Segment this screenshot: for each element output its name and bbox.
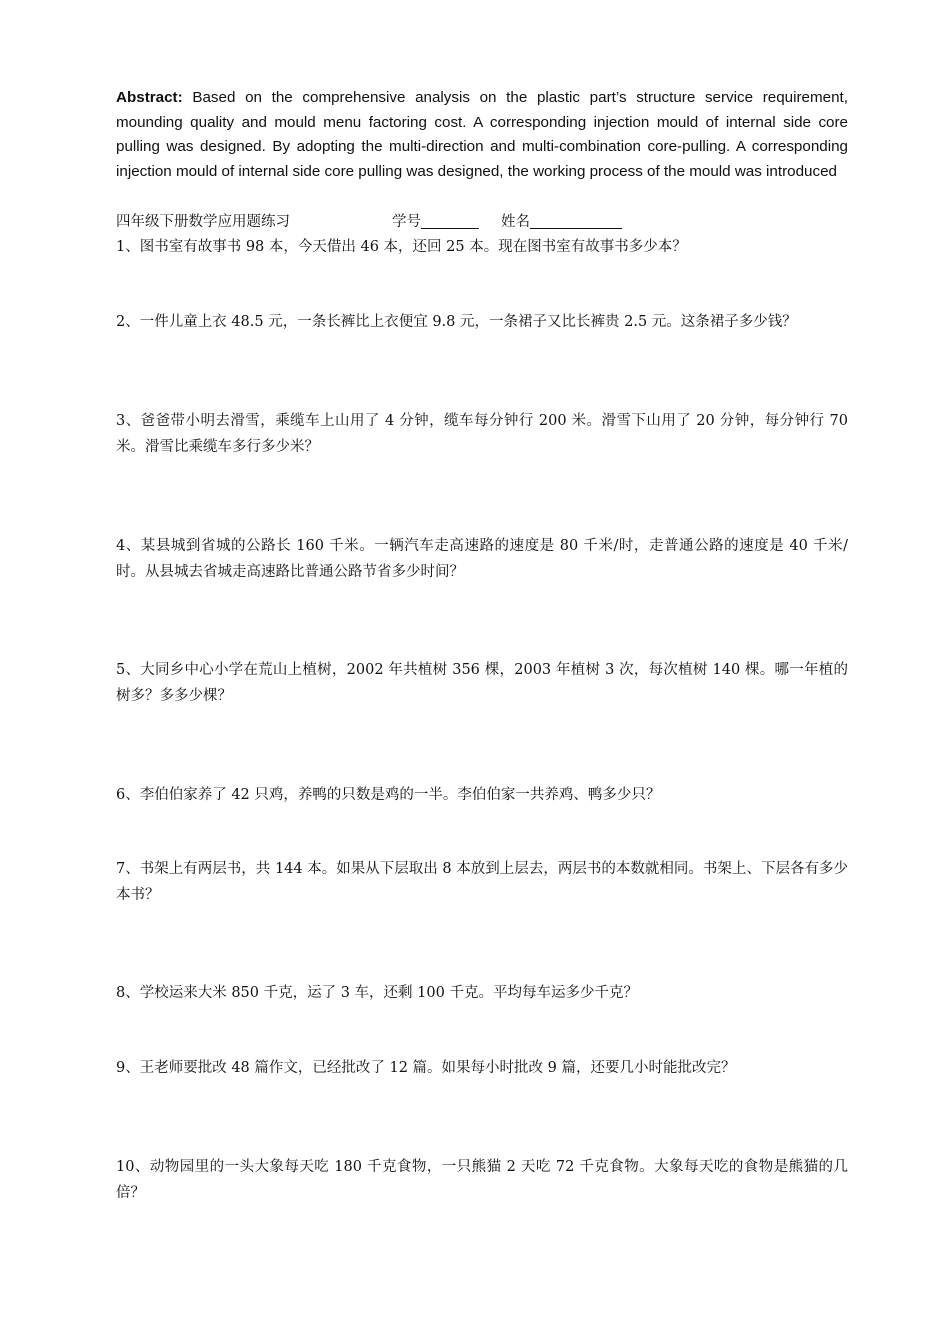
question-1: 1、图书室有故事书 98 本，今天借出 46 本，还回 25 本。现在图书室有故事书多少本？ [116,239,687,255]
abstract-paragraph [116,86,848,184]
abstract-text: Based on the comprehensive analysis on the plastic part’s structure service requirement, mounding quality and mould menu factoring cost. A corresponding injection mould of internal side core pulling was designed. By adopting the multi-direction and multi-combination core-pulling. A corresponding injection mould of internal side core pulling was designed, the working process of the mould was introduced [116,89,848,180]
question-8: 8、学校运来大米 850 千克，运了 3 车，还剩 100 千克。平均每车运多少千克？ [116,985,638,1001]
question-7: 7、书架上有两层书，共 144 本。如果从下层取出 8 本放到上层去，两层书的本数就相同。书架上、下层各有多少本书？ [116,861,848,903]
student-id-blank [421,210,479,229]
student-id-field [392,210,421,234]
question-4: 4、某县城到省城的公路长 160 千米。一辆汽车走高速路的速度是 80 千米/时，走普通公路的速度是 40 千米/时。从县城去省城走高速路比普通公路节省多少时间？ [116,538,848,580]
name-blank [530,210,622,229]
name-field [501,210,530,234]
worksheet-title: 四年级下册数学应用题练习 [116,214,290,230]
question-5: 5、大同乡中心小学在荒山上植树，2002 年共植树 356 棵，2003 年植树 3 次，每次植树 140 棵。哪一年植的树多？多多少棵？ [116,662,848,704]
question-3: 3、爸爸带小明去滑雪，乘缆车上山用了 4 分钟，缆车每分钟行 200 米。滑雪下山用了 20 分钟，每分钟行 70 米。滑雪比乘缆车多行多少米？ [116,413,848,455]
question-10: 10、动物园里的一头大象每天吃 180 千克食物，一只熊猫 2 天吃 72 千克食物。大象每天吃的食物是熊猫的几倍？ [116,1159,848,1201]
student-id-label: 学号 [392,214,421,230]
abstract-label: Abstract: [116,89,183,106]
question-6: 6、李伯伯家养了 42 只鸡，养鸭的只数是鸡的一半。李伯伯家一共养鸡、鸭多少只？ [116,787,661,803]
question-2: 2、一件儿童上衣 48.5 元，一条长裤比上衣便宜 9.8 元，一条裙子又比长裤贵 2.5 元。这条裙子多少钱？ [116,314,797,330]
worksheet-header [116,210,848,234]
name-label: 姓名 [501,214,530,230]
question-9: 9、王老师要批改 48 篇作文，已经批改了 12 篇。如果每小时批改 9 篇，还要几小时能批改完？ [116,1060,736,1076]
